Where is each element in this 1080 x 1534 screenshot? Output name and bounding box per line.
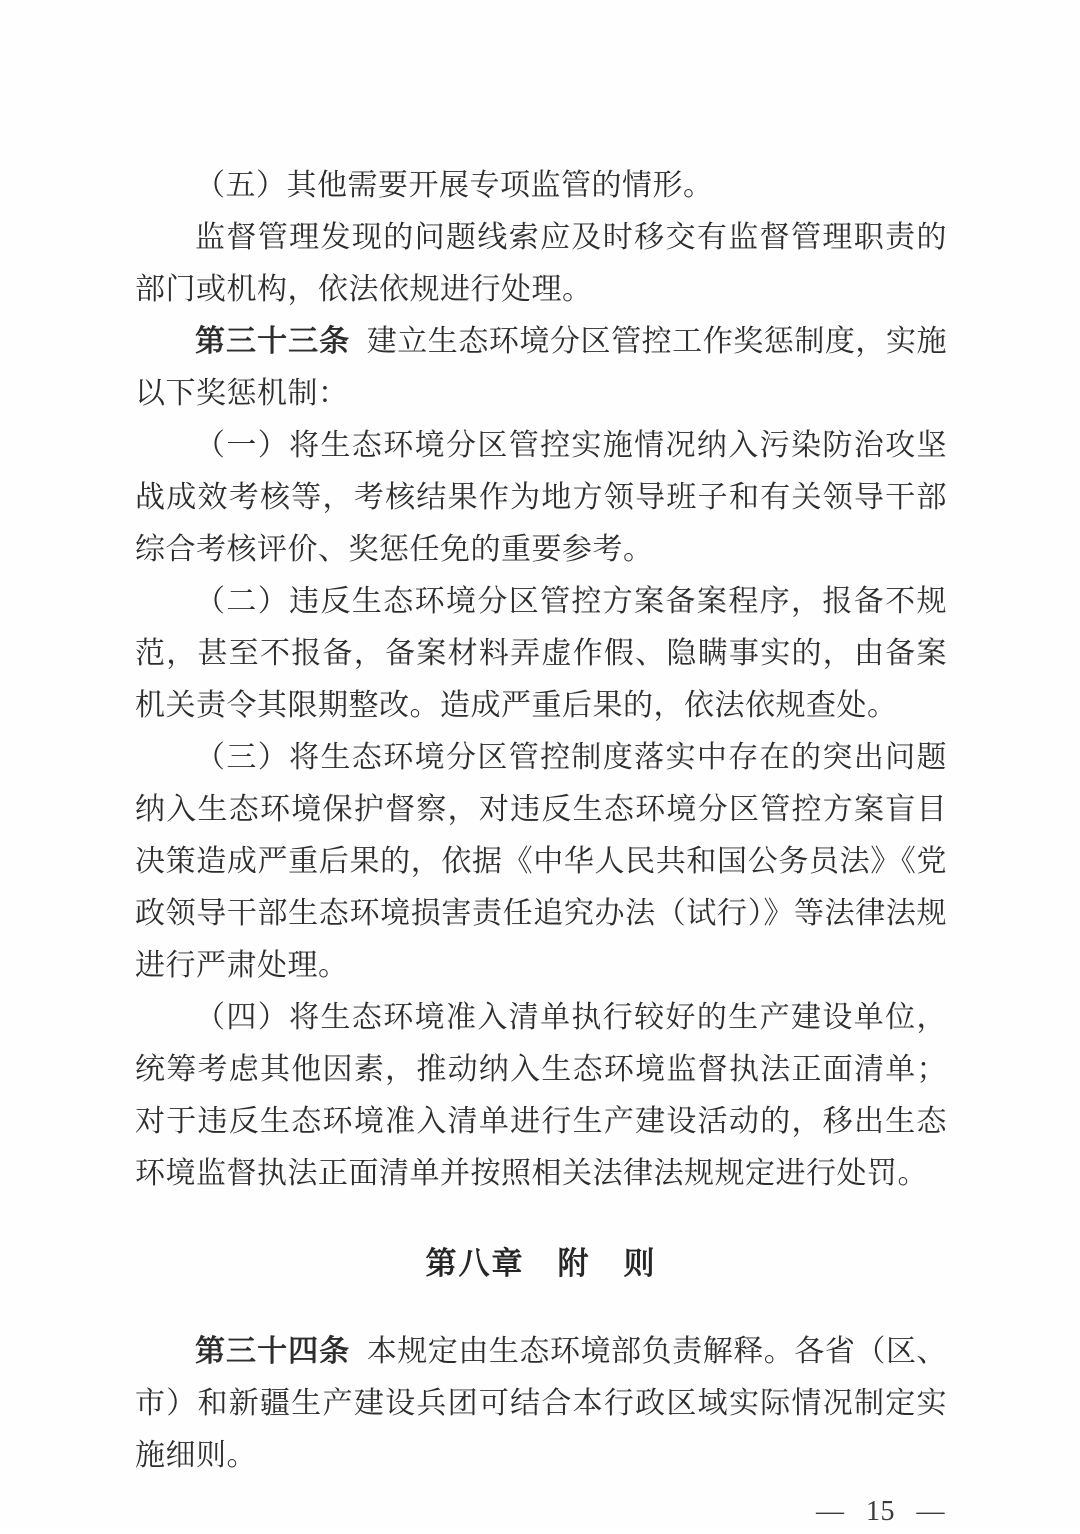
article-33-paragraph bbox=[135, 316, 947, 420]
clause-item-4-paragraph: （四）将生态环境准入清单执行较好的生产建设单位，统筹考虑其他因素，推动纳入生态环境监督执法正面清单；对于违反生态环境准入清单进行生产建设活动的，移出生态环境监督执法正面清单并按照相关法律法规规定进行处罚。 bbox=[135, 1001, 947, 1190]
article-34-label: 第三十四条 bbox=[195, 1335, 351, 1368]
document-body bbox=[135, 160, 947, 1534]
page-number: — 15 — bbox=[816, 1496, 945, 1527]
article-33-text: 建立生态环境分区管控工作奖惩制度，实施以下奖惩机制： bbox=[135, 325, 948, 410]
clause-item-2-paragraph: （二）违反生态环境分区管控方案备案程序，报备不规范，甚至不报备，备案材料弄虚作假、隐瞒事实的，由备案机关责令其限期整改。造成严重后果的，依法依规查处。 bbox=[135, 585, 947, 722]
clause-item-3-paragraph: （三）将生态环境分区管控制度落实中存在的突出问题纳入生态环境保护督察，对违反生态环境分区管控方案盲目决策造成严重后果的，依据《中华人民共和国公务员法》《党政领导干部生态环境损害责任追究办法（试行）》等法律法规进行严肃处理。 bbox=[135, 741, 947, 982]
article-34-text: 本规定由生态环境部负责解释。各省（区、市）和新疆生产建设兵团可结合本行政区域实际情况制定实施细则。 bbox=[135, 1335, 948, 1472]
article-34-paragraph bbox=[135, 1326, 947, 1482]
article-33-label: 第三十三条 bbox=[195, 325, 351, 358]
clause-item-5-paragraph: （五）其他需要开展专项监管的情形。 bbox=[195, 169, 714, 202]
supervision-paragraph: 监督管理发现的问题线索应及时移交有监督管理职责的部门或机构，依法依规进行处理。 bbox=[135, 221, 947, 306]
chapter-8-heading: 第八章 附 则 bbox=[425, 1246, 657, 1281]
clause-item-1-paragraph: （一）将生态环境分区管控实施情况纳入污染防治攻坚战成效考核等，考核结果作为地方领导班子和有关领导干部综合考核评价、奖惩任免的重要参考。 bbox=[135, 429, 947, 566]
